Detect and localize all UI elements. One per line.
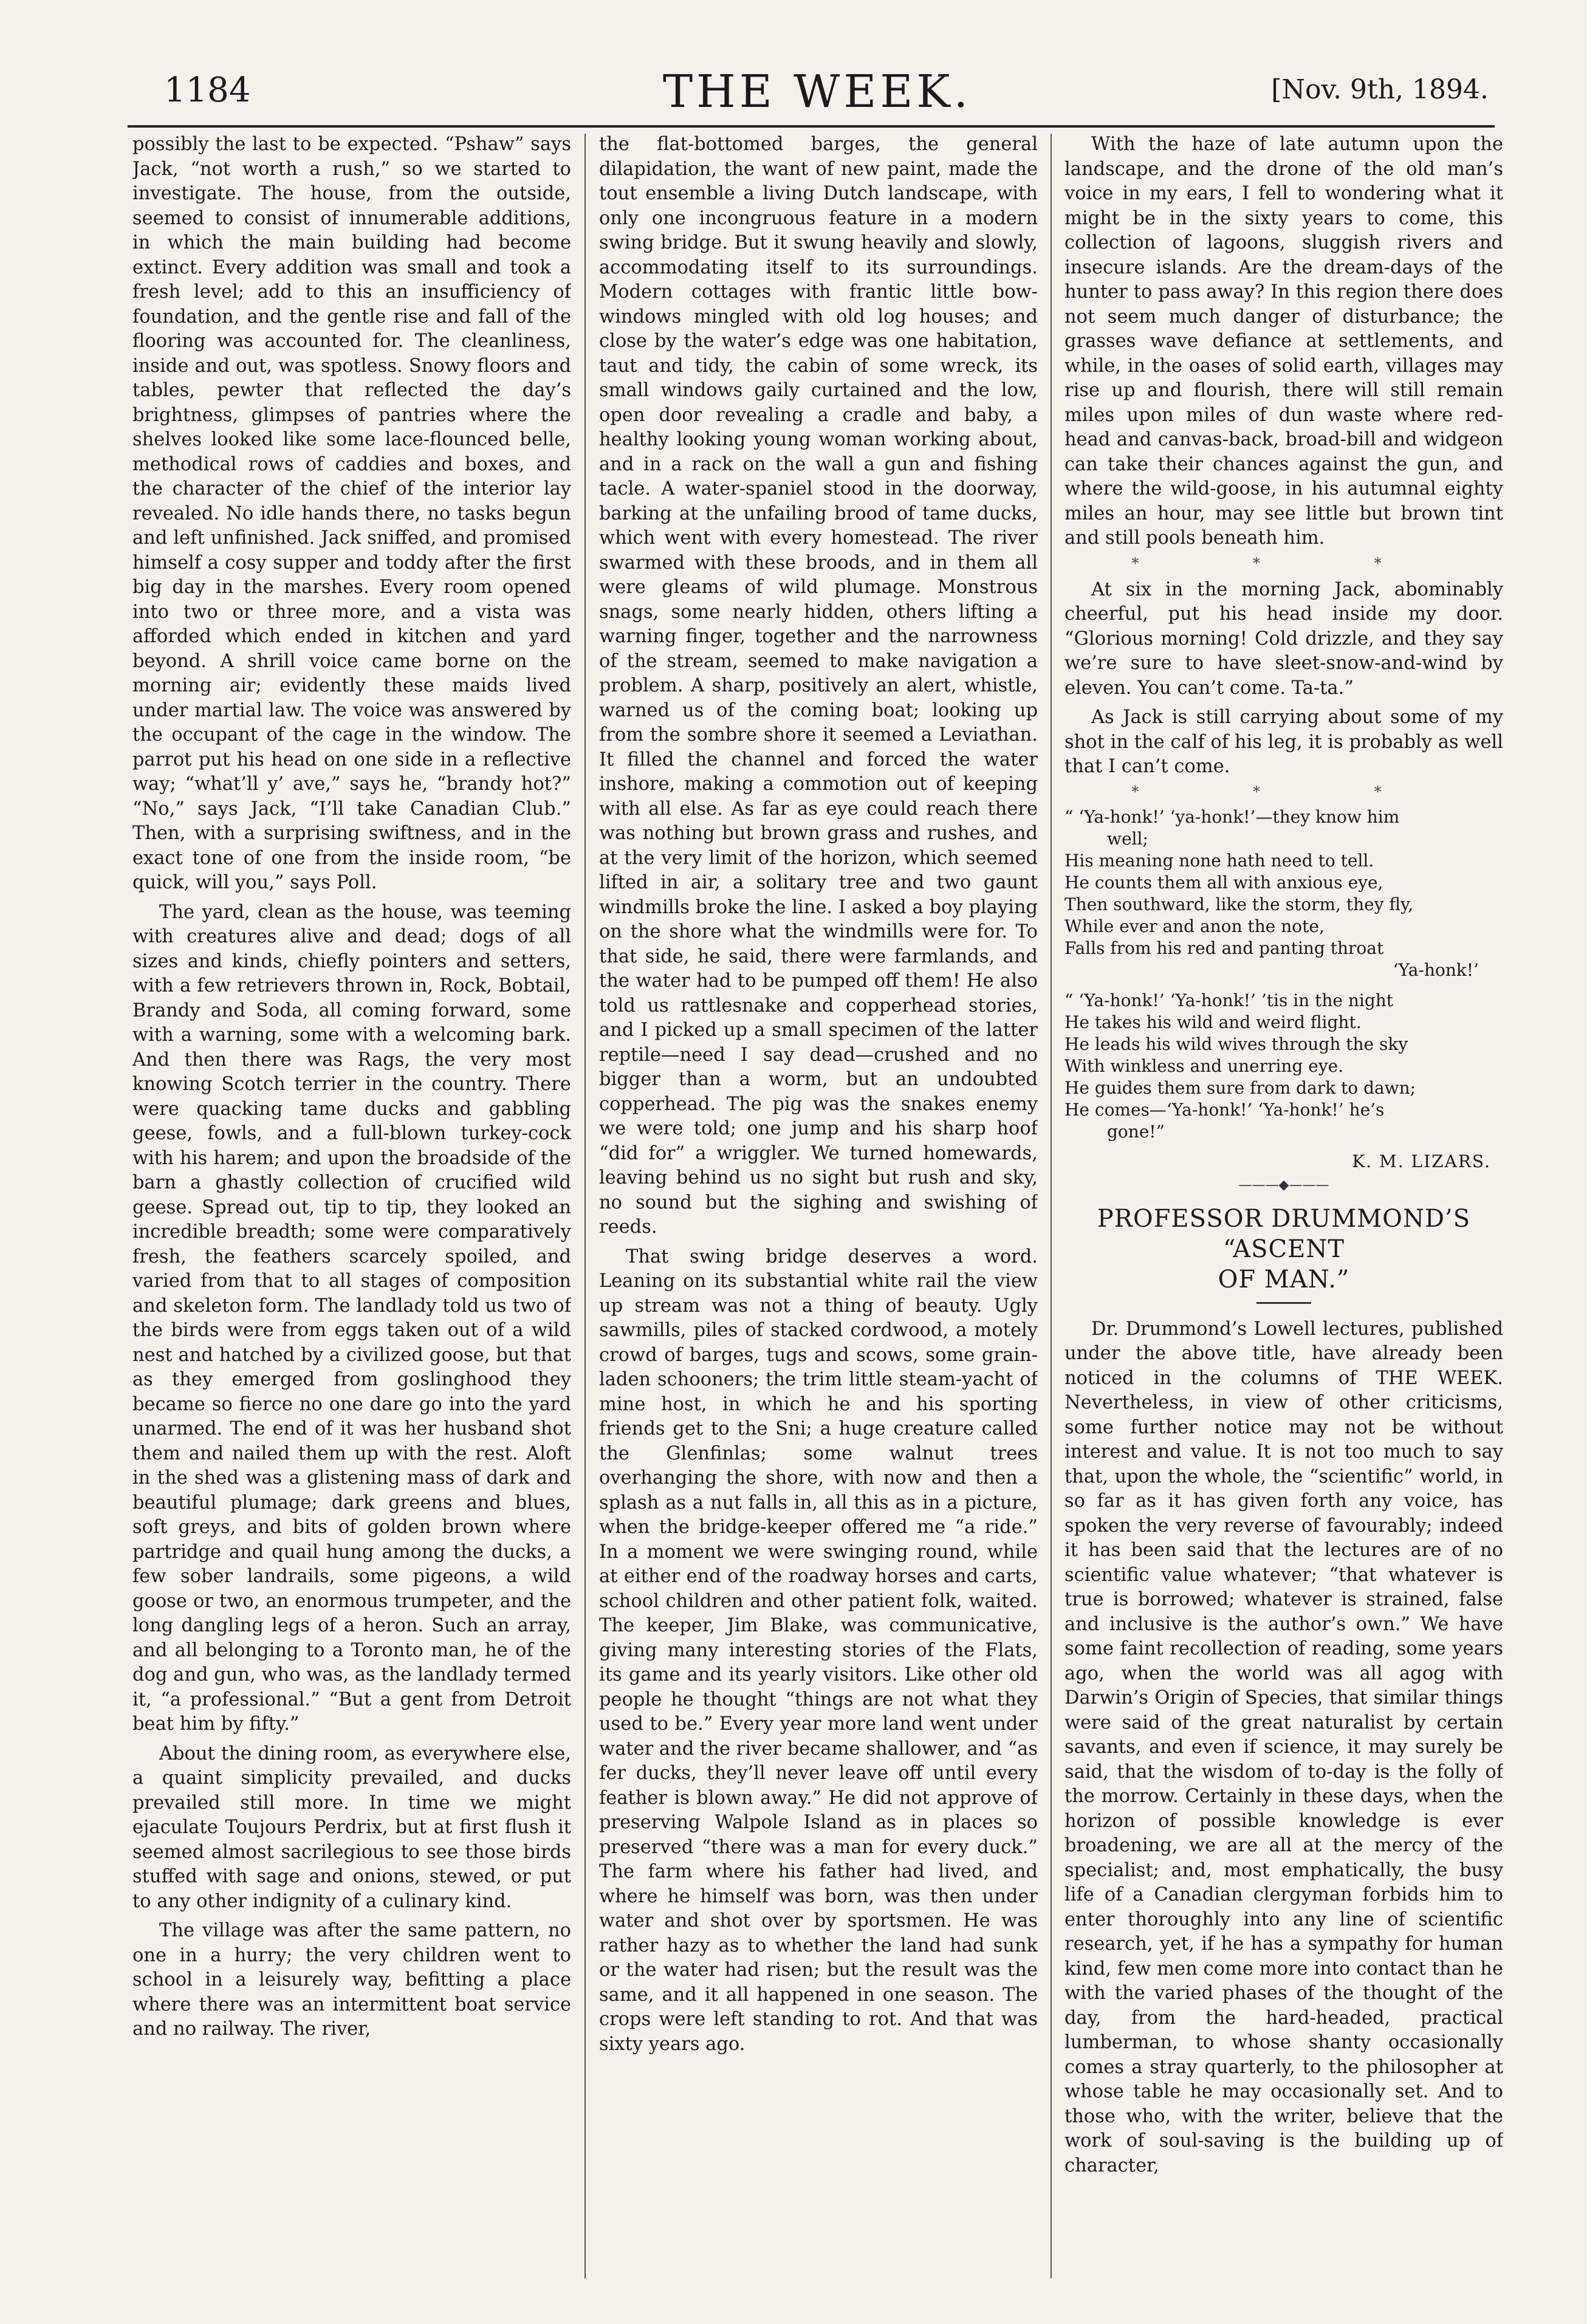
poem-line: Then southward, like the storm, they fly, <box>1064 894 1414 914</box>
section-stars: * * * <box>1131 554 1436 572</box>
paragraph: At six in the morning Jack, abominably cheerful, put his head inside my door. “Glorious morning! Cold drizzle, and they say we’re sure to have sleet-snow-and-wind by eleven. You can’t come. Ta-ta.” <box>1064 578 1503 699</box>
poem-line: He counts them all with anxious eye, <box>1064 872 1383 893</box>
paragraph: The yard, clean as the house, was teeming with creatures alive and dead; dogs of all sizes and kinds, chiefly pointers and setters, with a few retrievers thrown in, Rock, Bobtail, Brandy and Soda, all coming forward, some with a warning, some with a welcoming bark. And then there was Rags, the very most knowing Scotch terrier in the country. There were quacking tame ducks and gabbling geese, fowls, and a full-blown turkey-cock with his harem; and upon the broadside of the barn a ghastly collection of crucified wild geese. Spread out, tip to tip, they looked an incredible breadth; some were comparatively fresh, the feathers scarcely spoiled, and varied from that to all stages of composition and skeleton form. The landlady told us two of the birds were from eggs taken out of a wild nest and hatched by a civilized goose, but that as they emerged from goslinghood they became so fierce no one dare go into the yard unarmed. The end of it was her husband shot them and nailed them up with the rest. Aloft in the shed was a glistening mass of dark and beautiful plumage; dark greens and blues, soft greys, and bits of golden brown where partridge and quail hung among the ducks, a few sober landrails, some pigeons, a wild goose or two, an enormous trumpeter, and the long dangling legs of a heron. Such an array, and all belonging to a Toronto man, he of the dog and gun, who was, as the landlady termed it, “a professional.” “But a gent from Detroit beat him by fifty.” <box>132 901 571 1735</box>
section-stars: * * * <box>1131 783 1436 800</box>
column-1 <box>132 132 571 2295</box>
paragraph: As Jack is still carrying about some of my shot in the calf of his leg, it is probably as well that I can’t come. <box>1064 707 1503 777</box>
poem-line: “ ‘Ya-honk!’ ‘ya-honk!’—they know him <box>1064 806 1400 827</box>
article-title-line-2: OF MAN.” <box>1218 1265 1350 1294</box>
column-2 <box>599 132 1038 2295</box>
page-header <box>146 66 1489 126</box>
poem-stanza-1 <box>1064 806 1503 981</box>
column-divider-2 <box>1051 134 1052 2278</box>
poem-line: gone!” <box>1107 1121 1165 1142</box>
paragraph: That swing bridge deserves a word. Leaning on its substantial white rail the view up stream was not a thing of beauty. Ugly sawmills, piles of stacked cordwood, a motely crowd of barges, tugs and scows, some grain-laden schooners; the trim little steam-yacht of mine host, in which he and his sporting friends get to the Sni; a huge creature called the Glenfinlas; some walnut trees overhanging the shore, with now and then a splash as a nut falls in, all this as in a picture, when the bridge-keeper offered me “a ride.” In a moment we were swinging round, while at either end of the roadway horses and carts, school children and other patient folk, waited. The keeper, Jim Blake, was communicative, giving many interesting stories of the Flats, its game and its yearly visitors. Like other old people he thought “things are not what they used to be.” Every year more land went under water and the river became shallower, and “as fer ducks, they’ll never leave off until every feather is blown away.” He did not approve of preserving Walpole Island as in places so preserved “there was a man for every duck.” The farm where his father had lived, and where he himself was born, was then under water and shot over by sportsmen. He was rather hazy as to whether the land had sunk or the water had risen; but the result was the same, and it all happened in one season. The crops were left standing to rot. And that was sixty years ago. <box>599 1246 1038 2055</box>
title-rule <box>1256 1302 1311 1304</box>
poem-stanza-2 <box>1064 990 1503 1143</box>
article-title <box>1064 1204 1503 1295</box>
paragraph: possibly the last to be expected. “Pshaw” says Jack, “not worth a rush,” so we started to investigate. The house, from the outside, seemed to consist of innumerable additions, in which the main building had become extinct. Every addition was small and took a fresh level; add to this an insufficiency of foundation, and the gentle rise and fall of the flooring was accounted for. The cleanliness, inside and out, was spotless. Snowy floors and tables, pewter that reflected the day’s brightness, glimpses of pantries where the shelves looked like some lace-flounced belle, methodical rows of caddies and boxes, and the character of the chief of the interior lay revealed. No idle hands there, no tasks begun and left unfinished. Jack sniffed, and promised himself a cosy supper and toddy after the first big day in the marshes. Every room opened into two or three more, and a vista was afforded which ended in kitchen and yard beyond. A shrill voice came borne on the morning air; evidently these maids lived under martial law. The voice was answered by the occupant of the cage in the window. The parrot put his head on one side in a reflective way; “what’ll y’ ave,” says he, “brandy hot?” “No,” says Jack, “I’ll take Canadian Club.” Then, with a surprising swiftness, and in the exact tone of one from the inside room, “be quick, will you,” says Poll. <box>132 134 571 893</box>
column-3 <box>1064 132 1503 2295</box>
author-signature: K. M. LIZARS. <box>1352 1151 1491 1171</box>
poem-line: He takes his wild and weird flight. <box>1064 1012 1362 1032</box>
header-rule <box>128 125 1495 128</box>
paragraph: Dr. Drummond’s Lowell lectures, published under the above title, have already been noticed in the columns of THE WEEK. Nevertheless, in view of other criticisms, some further notice may not be without interest and value. It is not too much to say that, upon the whole, the “scientific” world, in so far as it has given forth any voice, has spoken the very reverse of favourably; indeed it has been said that the lectures are of no scientific value whatever; “that whatever is true is borrowed; whatever is strained, false and inclusive is the author’s own.” We have some faint recollection of reading, some years ago, when the world was all agog with Darwin’s Origin of Species, that similar things were said of the great naturalist by certain savants, and even if science, it may surely be said, that the wisdom of to-day is the folly of the morrow. Certainly in these days, when the horizon of possible knowledge is ever broadening, we are all at the mercy of the specialist; and, most emphatically, the busy life of a Canadian clergyman forbids him to enter thoroughly into any line of scientific research, yet, if he has a sympathy for human kind, few men come more into contact than he with the varied phases of the thought of the day, from the hard-headed, practical lumberman, to whose shanty occasionally comes a stray quarterly, to the philosopher at whose table he may occasionally set. And to those who, with the writer, believe that the work of soul-saving is the building up of character, <box>1064 1318 1503 2176</box>
paragraph: The village was after the same pattern, no one in a hurry; the very children went to school in a leisurely way, befitting a place where there was an intermittent boat service and no railway. The river, <box>132 1920 571 2040</box>
paragraph: With the haze of late autumn upon the landscape, and the drone of the old man’s voice in my ears, I fell to wondering what it might be in the sixty years to come, this collection of lagoons, sluggish rivers and insecure islands. Are the dream-days of the hunter to pass away? In this region there does not seem much danger of disturbance; the grasses wave defiance at settlements, and while, in the oases of solid earth, villages may rise up and flourish, there will still remain miles upon miles of dun waste where red-head and canvas-back, broad-bill and widgeon can take their chances against the gun, and where the wild-goose, in his autumnal eighty miles an hour, may see little but brown tint and still pools beneath him. <box>1064 134 1503 549</box>
poem-line: He leads his wild wives through the sky <box>1064 1033 1408 1054</box>
poem-line: His meaning none hath need to tell. <box>1064 850 1374 871</box>
page-number: 1184 <box>164 70 251 110</box>
issue-date: [Nov. 9th, 1894. <box>1271 74 1489 105</box>
poem-line: With winkless and unerring eye. <box>1064 1055 1344 1076</box>
poem-line: He comes—‘Ya-honk!’ ‘Ya-honk!’ he’s <box>1064 1099 1385 1120</box>
article-title-line-1: PROFESSOR DRUMMOND’S “ASCENT <box>1097 1204 1471 1263</box>
paragraph: the flat-bottomed barges, the general dilapidation, the want of new paint, made the tout ensemble a living Dutch landscape, with only one incongruous feature in a modern swing bridge. But it swung heavily and slowly, accommodating itself to its surroundings. Modern cottages with frantic little bow-windows mingled with old log houses; and close by the water’s edge was one habitation, taut and tidy, the cabin of some wreck, its small windows gaily curtained and the low, open door revealing a cradle and baby, a healthy looking young woman working about, and in a rack on the wall a gun and fishing tacle. A water-spaniel stood in the doorway, barking at the unfailing brood of tame ducks, which went with every homestead. The river swarmed with these broods, and in them all were gleams of wild plumage. Monstrous snags, some nearly hidden, others lifting a warning finger, together and the narrowness of the stream, seemed to make navigation a problem. A sharp, positively an alert, whistle, warned us of the coming boat; looking up from the sombre shore it seemed a Leviathan. It filled the channel and forced the water inshore, making a commotion out of keeping with all else. As far as eye could reach there was nothing but brown grass and rushes, and at the very limit of the horizon, which seemed lifted in air, a solitary tree and two gaunt windmills broke the line. I asked a boy playing on the shore what the windmills were for. To that side, he said, there were farmlands, and the water had to be pumped off them! He also told us rattlesnake and copperhead stories, and I picked up a small specimen of the latter reptile—need I say dead—crushed and no bigger than a worm, but an undoubted copperhead. The pig was the snakes enemy we were told; one jump and his sharp hoof “did for” a wriggler. We turned homewards, leaving behind us no sight but rush and sky, no sound but the sighing and swishing of reeds. <box>599 134 1038 1238</box>
column-divider-1 <box>584 134 586 2278</box>
poem-line: While ever and anon the note, <box>1064 916 1325 936</box>
paragraph: About the dining room, as everywhere else, a quaint simplicity prevailed, and ducks prevailed still more. In time we might ejaculate Toujours Perdrix, but at first flush it seemed almost sacrilegious to see those birds stuffed with sage and onions, stewed, or put to any other indignity of a culinary kind. <box>132 1743 571 1912</box>
poem-line: “ ‘Ya-honk!’ ‘Ya-honk!’ ’tis in the night <box>1064 990 1394 1010</box>
masthead-title: THE WEEK. <box>662 66 972 118</box>
poem-line: well; <box>1107 828 1148 849</box>
poem-line: ‘Ya-honk!’ <box>1393 959 1479 980</box>
poem-line: Falls from his red and panting throat <box>1064 937 1384 958</box>
ornament-rule-icon: ———◆——— <box>1238 1177 1329 1193</box>
poem-line: He guides them sure from dark to dawn; <box>1064 1077 1416 1098</box>
